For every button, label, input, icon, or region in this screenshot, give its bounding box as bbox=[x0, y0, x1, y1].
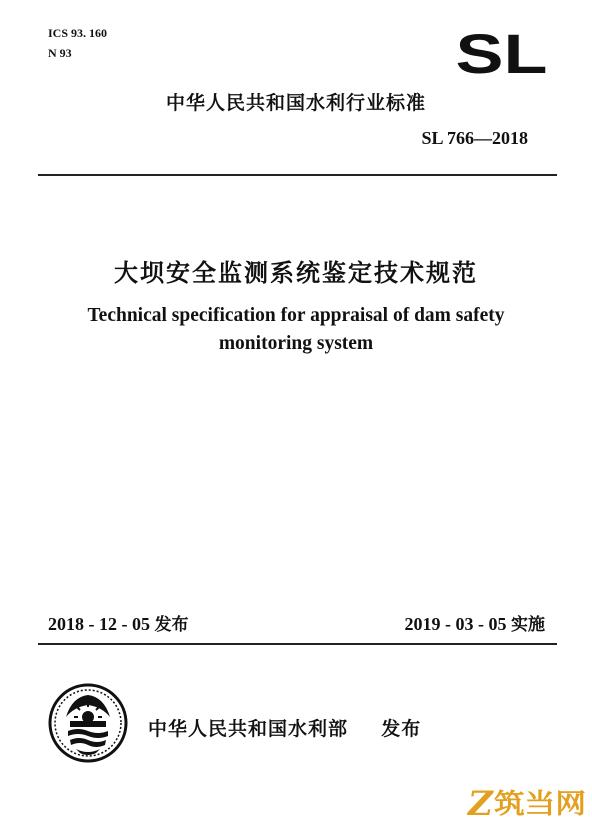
title-english-line2: monitoring system bbox=[218, 333, 374, 354]
title-english-line1: Technical specification for appraisal of dam safety bbox=[87, 305, 505, 326]
issuer-name: 中华人民共和国水利部 bbox=[148, 718, 349, 740]
implement-date: 2019 - 03 - 05 bbox=[404, 614, 507, 634]
implement-label: 实施 bbox=[511, 615, 545, 635]
publisher-line: 中华人民共和国水利行业标准 bbox=[165, 92, 426, 114]
implement-date-block bbox=[405, 610, 546, 635]
top-rule bbox=[38, 174, 557, 176]
watermark-text: 筑当网 bbox=[494, 789, 586, 820]
sl-logo bbox=[454, 26, 549, 78]
ics-code: ICS 93. 160 bbox=[48, 26, 108, 40]
issue-date: 2018 - 12 - 05 bbox=[48, 614, 150, 634]
issuer-action: 发布 bbox=[381, 718, 422, 740]
issue-label: 发布 bbox=[154, 615, 189, 635]
watermark-z-logo: Z bbox=[468, 786, 493, 820]
sl-logo-text: SL bbox=[455, 26, 548, 78]
issuer-block bbox=[148, 714, 421, 741]
issue-date-block bbox=[48, 610, 189, 635]
zhudangwang-watermark bbox=[466, 786, 588, 820]
standard-number: SL 766—2018 bbox=[421, 128, 528, 148]
title-chinese: 大坝安全监测系统鉴定技术规范 bbox=[114, 259, 478, 287]
ccs-code: N 93 bbox=[48, 46, 72, 60]
ministry-emblem-icon bbox=[48, 683, 128, 763]
bottom-rule bbox=[38, 643, 557, 645]
